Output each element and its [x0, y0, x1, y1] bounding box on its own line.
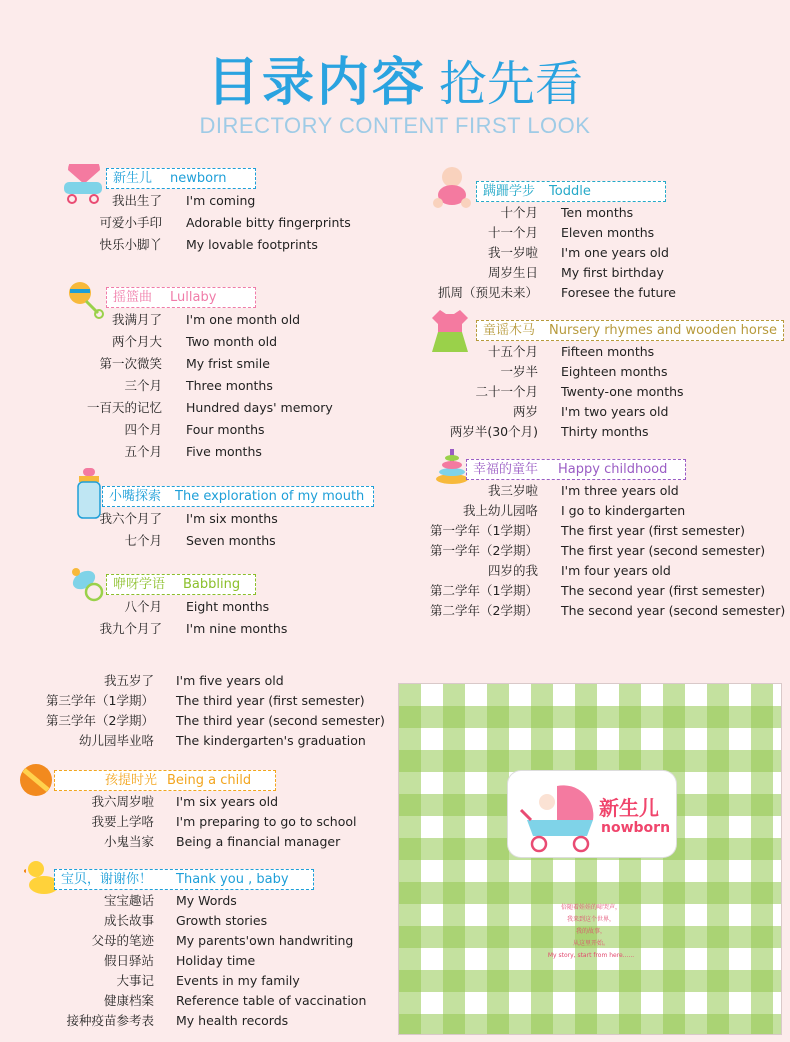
list-item — [428, 561, 778, 581]
item-en: The second year (second semester) — [561, 603, 786, 618]
item-en: Four months — [186, 422, 265, 437]
list-item — [428, 243, 768, 263]
list-item — [40, 711, 385, 731]
item-cn: 快乐小脚丫 — [99, 237, 162, 252]
item-cn: 我九个月了 — [99, 621, 162, 636]
item-en: Eighteen months — [561, 364, 668, 379]
item-en: Five months — [186, 444, 262, 459]
item-cn: 十个月 — [500, 205, 538, 220]
section-mouth — [60, 486, 380, 552]
cover-poem-line: 我来到这个世界， — [566, 916, 615, 923]
item-cn: 我六个月了 — [99, 511, 162, 526]
thanks-header-en: Thank you , baby — [176, 872, 289, 887]
item-en: I'm preparing to go to school — [176, 814, 357, 829]
list-item — [60, 331, 370, 353]
list-item — [40, 671, 380, 691]
item-cn: 八个月 — [124, 599, 162, 614]
section-babbling — [60, 574, 370, 640]
item-en: Fifteen months — [561, 344, 655, 359]
item-cn: 二十一个月 — [475, 384, 538, 399]
item-cn: 十一个月 — [487, 225, 538, 240]
item-en: I go to kindergarten — [561, 503, 686, 518]
list-item — [428, 283, 768, 303]
item-en: My parents'own handwriting — [176, 933, 354, 948]
toddle-header-cn: 蹒跚学步 — [483, 184, 536, 199]
item-cn: 我三岁啦 — [487, 483, 538, 498]
page-title — [0, 40, 790, 115]
list-item — [60, 596, 370, 618]
list-item — [18, 792, 378, 812]
newborn-header-en: newborn — [170, 171, 227, 186]
mouth-header-en: The exploration of my mouth — [175, 489, 365, 504]
nursery-header — [476, 320, 784, 341]
cover-poem — [399, 902, 783, 962]
list-item — [60, 353, 370, 375]
item-cn: 四岁的我 — [487, 563, 538, 578]
item-cn: 健康档案 — [103, 993, 154, 1008]
item-en: My first birthday — [561, 265, 664, 280]
happy-header — [466, 459, 686, 480]
item-cn: 第三学年（1学期） — [46, 693, 154, 708]
item-en: I'm two years old — [561, 404, 669, 419]
list-item — [60, 190, 370, 212]
list-item — [428, 601, 786, 621]
item-en: I'm one month old — [186, 312, 301, 327]
toddle-header — [476, 181, 666, 202]
item-en: Eight months — [186, 599, 270, 614]
list-item — [428, 382, 784, 402]
list-item — [24, 1011, 384, 1031]
list-item — [24, 971, 384, 991]
cover-poem-line: 我的故事， — [575, 928, 606, 935]
lullaby-header-cn: 摇篮曲 — [113, 290, 153, 305]
item-en: My Words — [176, 893, 237, 908]
list-item — [18, 832, 378, 852]
item-en: I'm three years old — [561, 483, 679, 498]
list-item — [24, 911, 384, 931]
list-item — [60, 618, 370, 640]
list-item — [428, 501, 778, 521]
item-cn: 第一次微笑 — [99, 356, 162, 371]
item-en: I'm one years old — [561, 245, 669, 260]
item-en: Growth stories — [176, 913, 268, 928]
cover-title-en: nowborn — [601, 820, 671, 836]
list-item — [40, 691, 380, 711]
item-en: Adorable bitty fingerprints — [186, 215, 351, 230]
item-cn: 一岁半 — [500, 364, 538, 379]
mouth-header — [102, 486, 374, 507]
cover-label — [511, 774, 673, 854]
item-en: Events in my family — [176, 973, 300, 988]
item-en: I'm nine months — [186, 621, 288, 636]
item-cn: 可爱小手印 — [99, 215, 162, 230]
list-item — [428, 223, 768, 243]
item-cn: 一百天的记忆 — [86, 400, 162, 415]
item-en: Two month old — [186, 334, 278, 349]
item-cn: 第一学年（2学期） — [430, 543, 538, 558]
page-subtitle: DIRECTORY CONTENT FIRST LOOK — [199, 113, 591, 138]
item-en: I'm six months — [186, 511, 278, 526]
list-item — [24, 991, 384, 1011]
item-cn: 第二学年（1学期） — [430, 583, 538, 598]
item-en: The second year (first semester) — [561, 583, 766, 598]
item-cn: 第一学年（1学期） — [430, 523, 538, 538]
cover-title-cn: 新生儿 — [599, 796, 659, 820]
section-toddle — [428, 181, 768, 303]
newborn-header — [106, 168, 256, 189]
thanks-header — [54, 869, 314, 890]
item-en: The third year (first semester) — [176, 693, 365, 708]
item-cn: 宝宝趣话 — [103, 893, 154, 908]
item-cn: 我满月了 — [111, 312, 162, 327]
section-child — [18, 770, 378, 852]
cover-poem-line: 倍随着娃娃的啼哭声， — [560, 904, 621, 911]
item-en: Hundred days' memory — [186, 400, 333, 415]
item-cn: 抓周（预见未来） — [437, 285, 538, 300]
item-cn: 接种疫苗参考表 — [66, 1013, 154, 1028]
item-cn: 幼儿园毕业咯 — [78, 733, 154, 748]
mouth-header-cn: 小嘴探索 — [109, 489, 162, 504]
item-cn: 大事记 — [116, 973, 154, 988]
item-cn: 五个月 — [124, 444, 162, 459]
title-accent: 抢先看 — [439, 56, 584, 112]
item-en: The first year (first semester) — [561, 523, 745, 538]
list-item — [60, 419, 370, 441]
item-cn: 我五岁了 — [103, 673, 154, 688]
list-item — [18, 812, 378, 832]
section-five — [40, 671, 385, 751]
list-item — [24, 951, 384, 971]
stroller-icon — [517, 780, 597, 854]
list-item — [60, 508, 380, 530]
list-item — [60, 530, 380, 552]
item-cn: 我出生了 — [111, 193, 162, 208]
happy-header-en: Happy childhood — [558, 462, 668, 477]
list-item — [428, 263, 768, 283]
item-cn: 小鬼当家 — [103, 834, 154, 849]
item-en: The first year (second semester) — [561, 543, 766, 558]
babbling-header-cn: 咿呀学语 — [113, 577, 166, 592]
lullaby-header-en: Lullaby — [170, 290, 217, 305]
item-cn: 两岁 — [512, 404, 538, 419]
item-en: Three months — [186, 378, 273, 393]
album-cover-preview — [398, 683, 782, 1035]
item-en: Twenty-one months — [561, 384, 684, 399]
list-item — [24, 931, 384, 951]
item-cn: 第二学年（2学期） — [430, 603, 538, 618]
happy-header-cn: 幸福的童年 — [473, 462, 539, 477]
item-en: Being a financial manager — [176, 834, 341, 849]
toddle-header-en: Toddle — [549, 184, 591, 199]
item-cn: 四个月 — [124, 422, 162, 437]
list-item — [428, 342, 784, 362]
list-item — [60, 212, 370, 234]
lullaby-header — [106, 287, 256, 308]
item-en: The kindergarten's graduation — [176, 733, 366, 748]
section-thanks — [24, 869, 384, 1031]
thanks-header-cn: 宝贝，谢谢你！ — [61, 872, 153, 887]
item-cn: 成长故事 — [103, 913, 154, 928]
item-cn: 我要上学咯 — [91, 814, 154, 829]
item-en: My health records — [176, 1013, 289, 1028]
item-en: Thirty months — [561, 424, 649, 439]
list-item — [428, 203, 768, 223]
item-cn: 我上幼儿园咯 — [462, 503, 538, 518]
item-cn: 十五个月 — [487, 344, 538, 359]
babbling-header-en: Babbling — [183, 577, 241, 592]
section-happy — [428, 459, 786, 621]
title-main: 目录内容 — [206, 53, 427, 113]
item-en: The third year (second semester) — [176, 713, 385, 728]
list-item — [428, 541, 778, 561]
list-item — [60, 309, 370, 331]
item-en: My lovable footprints — [186, 237, 318, 252]
item-en: Ten months — [561, 205, 634, 220]
item-cn: 周岁生日 — [487, 265, 538, 280]
list-item — [428, 402, 784, 422]
item-en: I'm four years old — [561, 563, 671, 578]
item-en: Foresee the future — [561, 285, 677, 300]
list-item — [60, 397, 370, 419]
item-cn: 我六周岁啦 — [91, 794, 154, 809]
item-cn: 两个月大 — [111, 334, 162, 349]
list-item — [60, 441, 370, 463]
nursery-header-en: Nursery rhymes and wooden horse — [549, 323, 777, 338]
section-nursery — [428, 320, 784, 442]
item-en: Holiday time — [176, 953, 256, 968]
list-item — [428, 481, 778, 501]
child-header — [54, 770, 276, 791]
cover-poem-line: 从这里开始。 — [572, 940, 609, 947]
item-cn: 父母的笔迹 — [91, 933, 154, 948]
list-item — [428, 581, 778, 601]
list-item — [428, 362, 784, 382]
list-item — [24, 891, 384, 911]
item-en: Eleven months — [561, 225, 655, 240]
list-item — [60, 375, 370, 397]
list-item — [60, 234, 370, 256]
item-en: My frist smile — [186, 356, 270, 371]
list-item — [40, 731, 380, 751]
item-en: Seven months — [186, 533, 276, 548]
list-item — [428, 422, 784, 442]
item-cn: 两岁半(30个月) — [449, 424, 538, 439]
cover-poem-line: My story, start from here...... — [547, 952, 635, 959]
item-en: Reference table of vaccination — [176, 993, 367, 1008]
babbling-header — [106, 574, 256, 595]
child-header-en: Being a child — [167, 773, 252, 788]
section-newborn — [60, 168, 370, 256]
item-en: I'm five years old — [176, 673, 284, 688]
item-cn: 三个月 — [124, 378, 162, 393]
list-item — [428, 521, 778, 541]
item-cn: 我一岁啦 — [487, 245, 538, 260]
item-cn: 假日驿站 — [103, 953, 154, 968]
nursery-header-cn: 童谣木马 — [483, 323, 536, 338]
child-header-cn: 孩提时光 — [105, 773, 158, 788]
item-en: I'm coming — [186, 193, 256, 208]
newborn-header-cn: 新生儿 — [113, 171, 153, 186]
section-lullaby — [60, 287, 370, 463]
item-cn: 七个月 — [124, 533, 162, 548]
item-cn: 第三学年（2学期） — [46, 713, 154, 728]
item-en: I'm six years old — [176, 794, 279, 809]
